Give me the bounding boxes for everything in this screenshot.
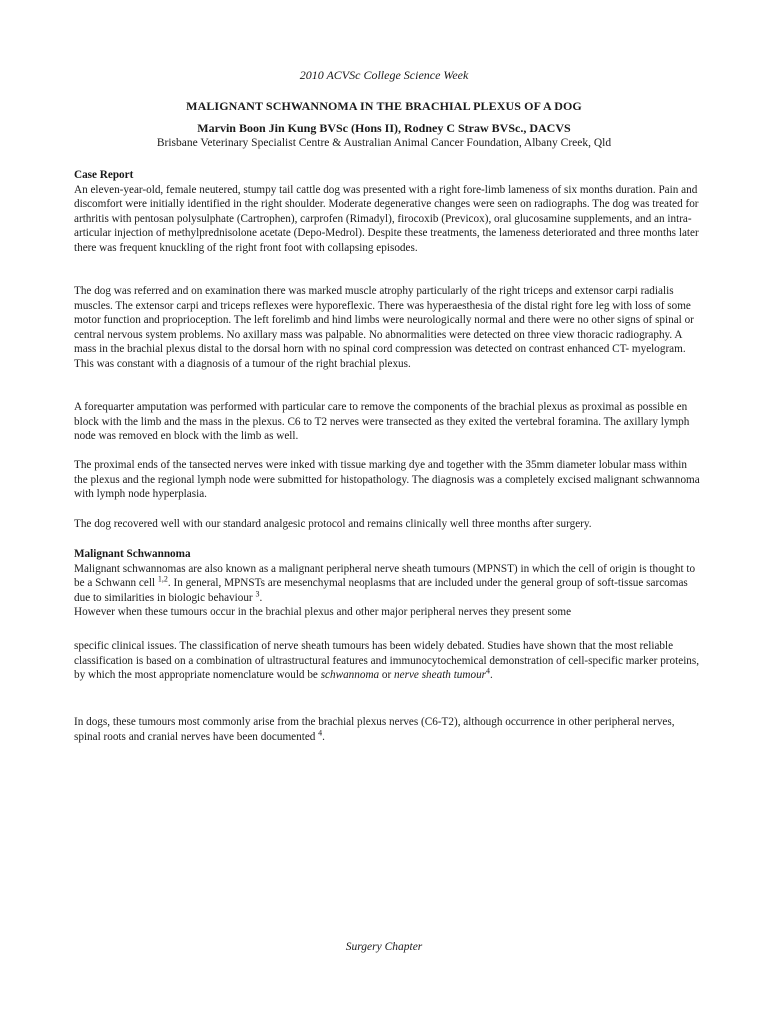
italic-term: schwannoma: [320, 669, 380, 681]
malignant-paragraph-3: [74, 715, 700, 744]
affiliation-line: Brisbane Veterinary Specialist Centre & Australian Animal Cancer Foundation, Albany Creek, Qld: [156, 137, 612, 149]
malignant-paragraph-2: [74, 639, 700, 683]
case-report-paragraph-4: The proximal ends of the tansected nerves were inked with tissue marking dye and together with the 35mm diameter lobular mass within the plexus and the regional lymph node were submitted for histopathology. The diagnosis was a completely excised malignant schwannoma with lymph node hyperplasia.: [74, 459, 700, 500]
paper-title: MALIGNANT SCHWANNOMA IN THE BRACHIAL PLEXUS OF A DOG: [186, 99, 582, 113]
italic-term: nerve sheath tumour: [394, 669, 487, 681]
malignant-paragraph-3-text: [74, 715, 700, 744]
running-header: 2010 ACVSc College Science Week: [299, 68, 469, 82]
section-heading-malignant-schwannoma: Malignant Schwannoma: [74, 548, 191, 560]
text-run: specific clinical issues. The classification of nerve sheath tumours has been widely debated. Studies have shown that the most reliable classification is based on a combination of ultrastructural features and immunocytochemical demonstration of cell-specific marker proteins, by which the most appropriate nomenclature would be: [74, 640, 700, 681]
case-report-paragraph-3: A forequarter amputation was performed with particular care to remove the components of the brachial plexus as proximal as possible en block with the limb and the mass in the plexus. C6 to T2 nerves were transected as they exited the vertebral foramina. The axillary lymph node was removed en block with the limb as well.: [74, 401, 690, 442]
case-report-paragraph-1: An eleven-year-old, female neutered, stumpy tail cattle dog was presented with a right fore-limb lameness of six months duration. Pain and discomfort were initially identified in the right shoulder. Moderate degenerative changes were seen on radiographs. The dog was treated for arthritis with pentosan polysulphate (Cartrophen), carprofen (Rimadyl), firocoxib (Previcox), oral glucosamine supplements, and an intra-articular injection of methylprednisolone acetate (Depo-Medrol). Despite these treatments, the lameness deteriorated and three months later there was frequent knuckling of the right front foot with collapsing episodes.: [74, 183, 699, 254]
malignant-paragraph-1-continued: However when these tumours occur in the brachial plexus and other major peripheral nerves they present some: [74, 606, 572, 618]
text-run: .: [322, 730, 325, 743]
citation-superscript: 1,2: [157, 574, 168, 584]
running-footer: Surgery Chapter: [345, 941, 423, 953]
malignant-paragraph-2-text: [74, 639, 700, 683]
case-report-section: [74, 168, 700, 255]
section-heading-case-report: Case Report: [74, 169, 134, 181]
case-report-paragraph-5: The dog recovered well with our standard analgesic protocol and remains clinically well three months after surgery.: [74, 518, 592, 530]
text-run: .: [259, 591, 263, 604]
text-run: . In general, MPNSTs are mesenchymal neoplasms that are included under the general group of soft-tissue sarcomas due to similarities in biologic behaviour: [74, 577, 688, 604]
malignant-paragraph-1: [74, 562, 700, 606]
case-report-paragraph-2: The dog was referred and on examination there was marked muscle atrophy particularly of the right triceps and extensor carpi radialis muscles. The extensor carpi and triceps reflexes were hyporeflexic. There was hyperaesthesia of the distal right fore leg with loss of some motor function and proprioception. The left forelimb and hind limbs were neurologically normal and there were no other signs of spinal or central nervous system problems. No axillary mass was palpable. No abnormalities were detected on three view thoracic radiography. A mass in the brachial plexus distal to the dorsal horn with no spinal cord compression was detected on contrast enhanced CT- myelogram. This was constant with a diagnosis of a tumour of the right brachial plexus.: [74, 285, 694, 370]
citation-superscript: 4: [486, 666, 491, 676]
text-run: or: [379, 669, 395, 681]
malignant-schwannoma-section: [74, 547, 700, 620]
text-run: Malignant schwannomas are also known as a malignant peripheral nerve sheath tumours (MPNST) in which the cell of origin is thought to be a Schwann cell: [74, 562, 696, 589]
author-line: Marvin Boon Jin Kung BVSc (Hons II), Rodney C Straw BVSc., DACVS: [197, 121, 571, 135]
text-run: .: [490, 669, 493, 681]
citation-superscript: 3: [255, 588, 260, 598]
citation-superscript: 4: [318, 727, 323, 737]
text-run: In dogs, these tumours most commonly arise from the brachial plexus nerves (C6-T2), although occurrence in other peripheral nerves, spinal roots and cranial nerves have been documented: [74, 716, 675, 743]
